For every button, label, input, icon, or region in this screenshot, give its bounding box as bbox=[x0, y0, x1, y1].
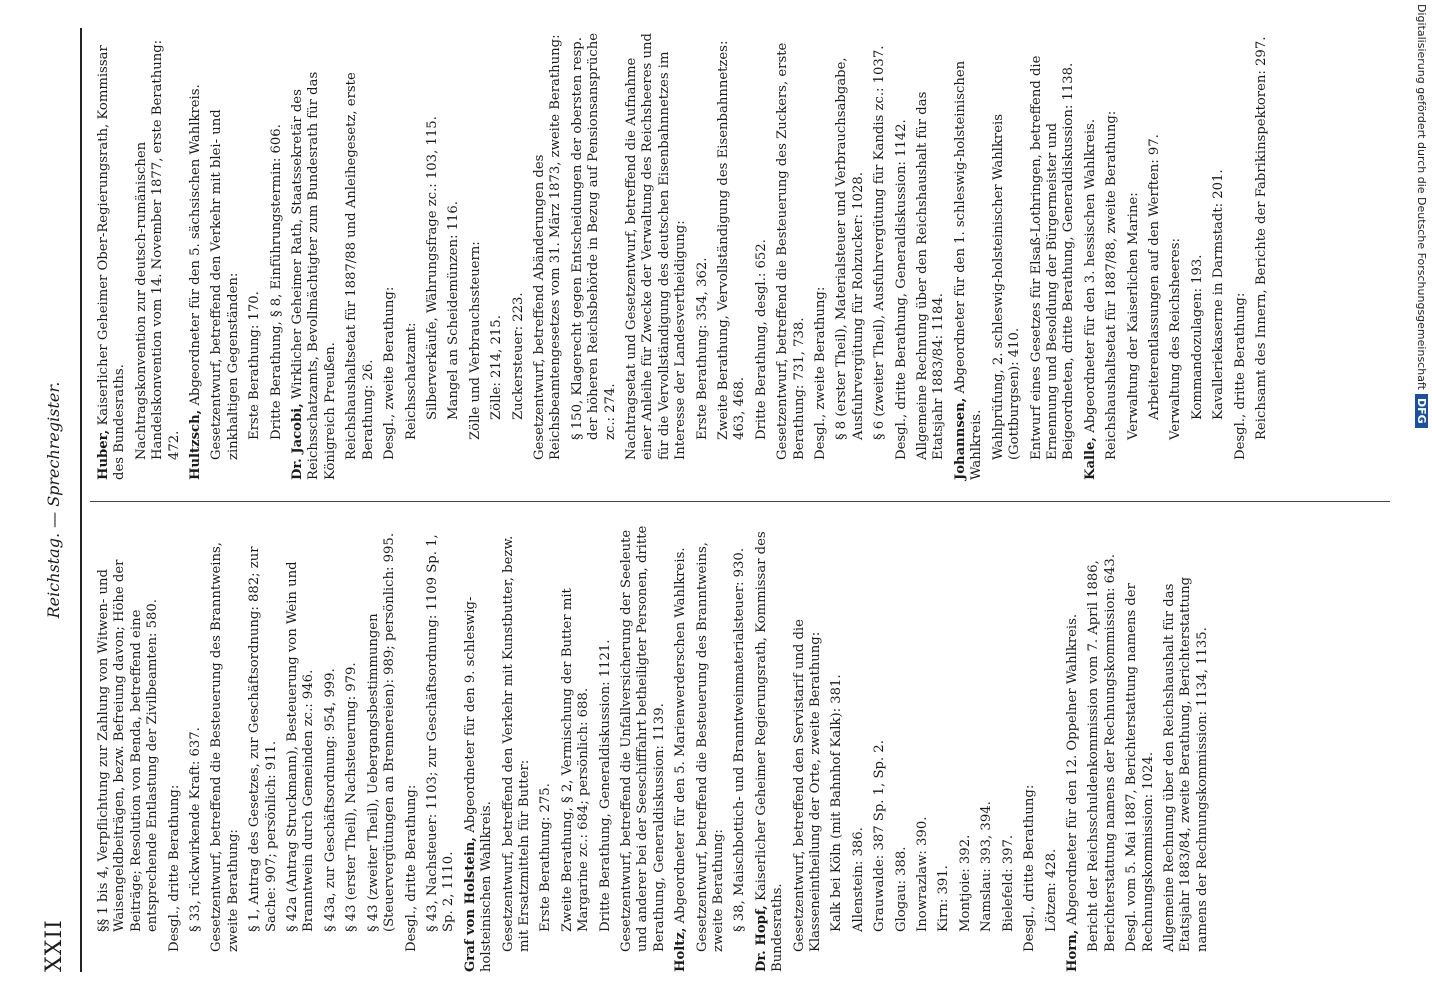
register-entry bbox=[290, 30, 339, 480]
register-entry bbox=[209, 522, 242, 972]
register-entry bbox=[673, 522, 689, 972]
entry-text: § 8 (erster Theil), Materialsteuer und Verbrauchsabgabe, Ausfuhrvergütung für Rohzucker: 1028. bbox=[834, 57, 866, 440]
entry-text: Namslau: 393, 394. bbox=[979, 801, 995, 932]
register-entry bbox=[1022, 522, 1038, 972]
entry-text: Reichshaushaltsetat für 1887/88 und Anleihegesetz, erste Berathung: 26. bbox=[344, 72, 376, 460]
register-entry bbox=[96, 522, 162, 972]
entry-text: Zweite Berathung, Vervollständigung des Eisenbahnnetzes: 463, 468. bbox=[716, 40, 748, 440]
register-entry bbox=[463, 522, 496, 972]
entry-text: Kavalleriekaserne in Darmstadt: 201. bbox=[1211, 169, 1227, 420]
register-entry bbox=[1233, 30, 1249, 480]
entry-text: Nachtragskonvention zur deutsch-rumänischen Handelskonvention vom 14. November 1877, erste Berathung: 472. bbox=[133, 39, 182, 460]
entry-text: Nachtragsetat und Gesetzentwurf, betreffend die Aufnahme einer Anleihe für Zwecke der Verwaltung des Reichsheeres und für die Vervollständigung des deutschen Eisenbahnnetzes im Interesse der Landesvertheidigung: bbox=[623, 33, 689, 460]
speaker-name: Holtz, bbox=[673, 927, 689, 972]
register-entry bbox=[247, 30, 263, 480]
page-header bbox=[36, 28, 76, 972]
entry-text: Gesetzentwurf, betreffend die Besteuerung des Branntweins, zweite Berathung: bbox=[694, 542, 726, 952]
entry-text: Kaiserlicher Geheimer Ober-Regierungsrath, Kommissar des Bundesraths. bbox=[96, 45, 128, 480]
entry-text: Dritte Berathung, desgl.: 652. bbox=[753, 239, 769, 440]
entry-text: Erste Berathung: 275. bbox=[538, 783, 554, 932]
entry-text: Zweite Berathung, § 2, Vermischung der Butter mit Margarine zc.: 684; persönlich: 688. bbox=[559, 588, 592, 932]
register-entry bbox=[915, 522, 931, 972]
entry-text: Zölle und Verbrauchssteuern: bbox=[467, 241, 483, 440]
register-entry bbox=[1029, 30, 1078, 480]
register-entry bbox=[894, 30, 910, 480]
entry-text: Bielefeld: 397. bbox=[1000, 834, 1016, 932]
entry-text: Desgl., zweite Berathung: bbox=[813, 286, 829, 460]
entry-text: § 43 (erster Theil), Nachsteuerung: 979. bbox=[344, 662, 360, 932]
entry-text: Mangel an Scheidemünzen: 116. bbox=[446, 201, 462, 420]
register-entry bbox=[1001, 522, 1017, 972]
register-entry bbox=[96, 30, 129, 480]
entry-text: Abgeordneter für den 12. Oppelner Wahlkreis. bbox=[1064, 613, 1080, 930]
register-entry bbox=[936, 522, 952, 972]
entry-text: Kommandozulagen: 193. bbox=[1189, 254, 1205, 420]
register-entry bbox=[501, 522, 534, 972]
register-entry bbox=[570, 30, 619, 480]
entry-text: Gesetzentwurf, betreffend die Besteuerung des Zuckers, erste Berathung: 731, 738. bbox=[775, 42, 807, 460]
register-entry bbox=[813, 30, 829, 480]
entry-text: Reichsschatzamt: bbox=[403, 322, 419, 440]
register-entry bbox=[1190, 30, 1206, 480]
entry-text: Desgl., dritte Berathung: bbox=[1022, 784, 1038, 952]
entry-text: Allgemeine Rechnung über den Reichshaushalt für das Etatsjahr 1883/84: 1184. bbox=[915, 91, 947, 460]
register-entry bbox=[1104, 30, 1120, 480]
speaker-name: Dr. Jacobi, bbox=[290, 403, 306, 480]
register-entry bbox=[560, 522, 593, 972]
entry-text: Wirklicher Geheimer Rath, Staatssekretär des Reichsschatzamts, Bevollmächtigter zum Bundesrath für das Königreich Preußen. bbox=[290, 71, 338, 480]
entry-text: Desgl., dritte Berathung, Generaldiskussion: 1142. bbox=[893, 119, 909, 460]
register-entry bbox=[695, 30, 711, 480]
register-entry bbox=[829, 522, 845, 972]
speaker-name: Johannsen, bbox=[952, 397, 968, 480]
right-column bbox=[96, 30, 1275, 480]
register-entry bbox=[695, 522, 728, 972]
entry-text: Erste Berathung: 354, 362. bbox=[694, 257, 710, 440]
entry-text: Abgeordneter für den 9. schleswig-holsteinischen Wahlkreis. bbox=[462, 596, 495, 972]
entry-text: Reichsamt des Innern, Berichte der Fabrikinspektoren: 297. bbox=[1253, 36, 1269, 440]
register-entry bbox=[754, 30, 770, 480]
entry-text: Dritte Berathung, § 8, Einführungstermin: 606. bbox=[268, 124, 284, 440]
entry-text: § 6 (zweiter Theil), Ausfuhrvergütung für Kandis zc.: 1037. bbox=[872, 45, 888, 440]
register-entry bbox=[425, 522, 458, 972]
register-entry bbox=[1162, 522, 1211, 972]
register-entry bbox=[894, 522, 910, 972]
page-number: XXII bbox=[42, 919, 67, 972]
speaker-name: Dr. Hopf, bbox=[753, 905, 769, 972]
register-entry bbox=[511, 30, 527, 480]
entry-text: Glogau: 388. bbox=[893, 846, 909, 932]
register-entry bbox=[915, 30, 948, 480]
entry-text: Wahlprüfung, 2. schleswig-holsteinischer Wahlkreis (Gottburgsen): 410. bbox=[990, 114, 1023, 460]
register-entry bbox=[792, 522, 825, 972]
register-entry bbox=[269, 30, 285, 480]
entry-text: Lötzen: 428. bbox=[1043, 848, 1059, 932]
entry-text: Zuckersteuer: 223. bbox=[510, 292, 526, 420]
entry-text: Allenstein: 386. bbox=[850, 827, 866, 932]
column-divider bbox=[90, 501, 1390, 502]
register-entry bbox=[598, 522, 614, 972]
entry-text: Bericht der Reichsschuldenkommission vom 7. April 1886, Berichterstattung namens der Rechnungskommission: 643. bbox=[1086, 554, 1118, 952]
register-entry bbox=[851, 522, 867, 972]
entry-text: § 43a, zur Geschäftsordnung: 954, 999. bbox=[322, 668, 338, 932]
speaker-name: Hultzsch, bbox=[188, 409, 204, 480]
entry-text: Kirn: 391. bbox=[936, 865, 952, 932]
register-entry bbox=[775, 30, 808, 480]
entry-text: Abgeordneter für den 5. Marienwerderschen Wahlkreis. bbox=[673, 547, 689, 928]
register-entry bbox=[834, 30, 867, 480]
entry-text: Abgeordneter für den 1. schleswig-holsteinischen Wahlkreis. bbox=[952, 60, 985, 480]
entry-text: Reichshaushaltsetat für 1887/88, zweite Berathung: bbox=[1104, 110, 1120, 460]
register-entry bbox=[1147, 30, 1163, 480]
entry-text: Entwurf eines Gesetzes für Elsaß-Lothringen, betreffend die Ernennung und Besoldung der Bürgermeister und Beigeordneten, dritte Berathung, Generaldiskussion: 1138. bbox=[1028, 55, 1077, 460]
register-entry bbox=[716, 30, 749, 480]
register-entry bbox=[619, 522, 668, 972]
register-entry bbox=[489, 30, 505, 480]
register-entry bbox=[404, 30, 420, 480]
entry-text: Dritte Berathung, Generaldiskussion: 1121. bbox=[597, 639, 613, 932]
register-entry bbox=[404, 522, 420, 972]
register-entry bbox=[958, 522, 974, 972]
entry-text: Erste Berathung: 170. bbox=[247, 291, 263, 440]
register-entry bbox=[167, 522, 183, 972]
entry-text: §§ 1 bis 4, Verpflichtung zur Zahlung von Witwen- und Waisengeldbeiträgen, bezw. Befreiung davon; Höhe der Beiträge; Resolution von Benda, betreffend eine entsprechende Entlastung der Zivilbeamten: 580. bbox=[96, 559, 161, 932]
register-entry bbox=[532, 30, 565, 480]
register-entry bbox=[188, 522, 204, 972]
speaker-name: Graf von Holstein, bbox=[462, 836, 478, 972]
register-entry bbox=[134, 30, 183, 480]
entry-text: Kalk bei Köln (mit Bahnhof Kalk): 381. bbox=[829, 674, 845, 932]
speaker-name: Kalle, bbox=[1082, 436, 1098, 480]
entry-text: Desgl. vom 5. Mai 1887, Berichterstattung namens der Rechnungskommission: 1024. bbox=[1124, 583, 1156, 952]
register-entry bbox=[323, 522, 339, 972]
entry-text: Abgeordneter für den 5. sächsischen Wahlkreis. bbox=[188, 84, 204, 410]
entry-text: Kaiserlicher Geheimer Regierungsrath, Kommissar des Bundesraths. bbox=[753, 531, 786, 972]
entry-text: Montjoie: 392. bbox=[957, 834, 973, 932]
register-entry bbox=[425, 30, 441, 480]
register-entry bbox=[1086, 522, 1119, 972]
register-entry bbox=[1126, 30, 1142, 480]
register-entry bbox=[344, 522, 360, 972]
speaker-name: Horn, bbox=[1064, 929, 1080, 972]
register-entry bbox=[953, 30, 986, 480]
register-entry bbox=[991, 30, 1024, 480]
entry-text: Grauwalde: 387 Sp. 1, Sp. 2. bbox=[872, 740, 888, 932]
register-entry bbox=[1083, 30, 1099, 480]
entry-text: § 38, Maischbottich- und Branntweinmaterialsteuer: 930. bbox=[732, 547, 748, 932]
register-entry bbox=[872, 30, 888, 480]
register-entry bbox=[382, 30, 398, 480]
register-entry bbox=[1124, 522, 1157, 972]
entry-text: Verwaltung der Kaiserlichen Marine: bbox=[1125, 192, 1141, 440]
register-entry bbox=[209, 30, 242, 480]
register-entry bbox=[1211, 30, 1227, 480]
entry-text: § 33, rückwirkende Kraft: 637. bbox=[188, 727, 204, 932]
register-entry bbox=[468, 30, 484, 480]
register-entry bbox=[1044, 522, 1060, 972]
entry-text: § 43, Nachsteuer: 1103; zur Geschäftsordnung: 1109 Sp. 1, Sp. 2, 1110. bbox=[424, 534, 457, 932]
register-entry bbox=[344, 30, 377, 480]
register-entry bbox=[624, 30, 690, 480]
entry-text: Gesetzentwurf, betreffend Abänderungen des Reichsbeamtengesetzes vom 31. März 1873, zweite Berathung: bbox=[531, 34, 564, 460]
credit-text: Digitalisierung gefördert durch die Deutsche Forschungsgemeinschaft bbox=[1415, 4, 1428, 390]
register-entry bbox=[446, 30, 462, 480]
entry-text: Desgl., dritte Berathung: bbox=[166, 784, 182, 952]
entry-text: Abgeordneter für den 3. hessischen Wahlkreis. bbox=[1082, 118, 1098, 437]
entry-text: Gesetzentwurf, betreffend den Verkehr mit Kunstbutter, bezw. mit Ersatzmitteln für Butter: bbox=[500, 535, 532, 952]
register-entry bbox=[732, 522, 748, 972]
entry-text: Gesetzentwurf, betreffend die Unfallversicherung der Seeleute und anderer bei der Seeschifffahrt betheiligter Personen, dritte Berathung, Generaldiskussion: 1139. bbox=[618, 525, 667, 952]
entry-text: Allgemeine Rechnung über den Reichshaushalt für das Etatsjahr 1883/84, zweite Berathung, Berichterstattung namens der Rechnungskommission: 1134, 1135. bbox=[1161, 576, 1210, 952]
left-column bbox=[96, 522, 1216, 972]
dfg-badge: DFG bbox=[1415, 394, 1428, 428]
entry-text: Desgl., zweite Berathung: bbox=[382, 286, 398, 460]
header-rule bbox=[80, 28, 82, 972]
entry-text: Gesetzentwurf, betreffend den Servistarif und die Klasseneintheilung der Orte, zweite Berathung: bbox=[791, 619, 824, 952]
register-entry bbox=[247, 522, 280, 972]
entry-text: Zölle: 214, 215. bbox=[489, 315, 505, 420]
register-entry bbox=[1065, 522, 1081, 972]
entry-text: Verwaltung des Reichsheeres: bbox=[1168, 238, 1184, 440]
register-entry bbox=[754, 522, 787, 972]
entry-text: § 43 (zweiter Theil), Uebergangsbestimmungen (Steuervergütungen an Brennereien): 989; persönlich: 995. bbox=[365, 532, 398, 932]
digitization-credit bbox=[1414, 0, 1432, 1000]
entry-text: § 42a (Antrag Struckmann), Besteuerung von Wein und Branntwein durch Gemeinden zc.: 946. bbox=[285, 561, 317, 932]
register-entry bbox=[285, 522, 318, 972]
speaker-name: Huber, bbox=[96, 429, 111, 480]
entry-text: Inowrazlaw: 390. bbox=[915, 816, 931, 932]
entry-text: Arbeiterentlassungen auf den Werften: 97. bbox=[1146, 134, 1162, 420]
register-entry bbox=[366, 522, 399, 972]
register-entry bbox=[538, 522, 554, 972]
entry-text: Desgl., dritte Berathung: bbox=[1232, 292, 1248, 460]
register-entry bbox=[1168, 30, 1184, 480]
register-entry bbox=[979, 522, 995, 972]
entry-text: Gesetzentwurf, betreffend die Besteuerung des Branntweins, zweite Berathung: bbox=[209, 542, 241, 952]
entry-text: Silberverkäufe, Währungsfrage zc.: 103, 115. bbox=[424, 116, 440, 420]
entry-text: § 1, Antrag des Gesetzes, zur Geschäftsordnung: 882; zur Sache: 907; persönlich: 911. bbox=[247, 546, 279, 932]
register-entry bbox=[872, 522, 888, 972]
register-entry bbox=[188, 30, 204, 480]
entry-text: § 150, Klagerecht gegen Entscheidungen der obersten resp. der höheren Reichsbehörde in Bezug auf Pensionsansprüche zc.: 274. bbox=[569, 33, 618, 440]
register-entry bbox=[1254, 30, 1270, 480]
entry-text: Gesetzentwurf, betreffend den Verkehr mit blei- und zinkhaltigen Gegenständen: bbox=[209, 109, 241, 460]
running-title: Reichstag. — Sprechregister. bbox=[44, 381, 63, 619]
entry-text: Desgl., dritte Berathung: bbox=[403, 784, 419, 952]
